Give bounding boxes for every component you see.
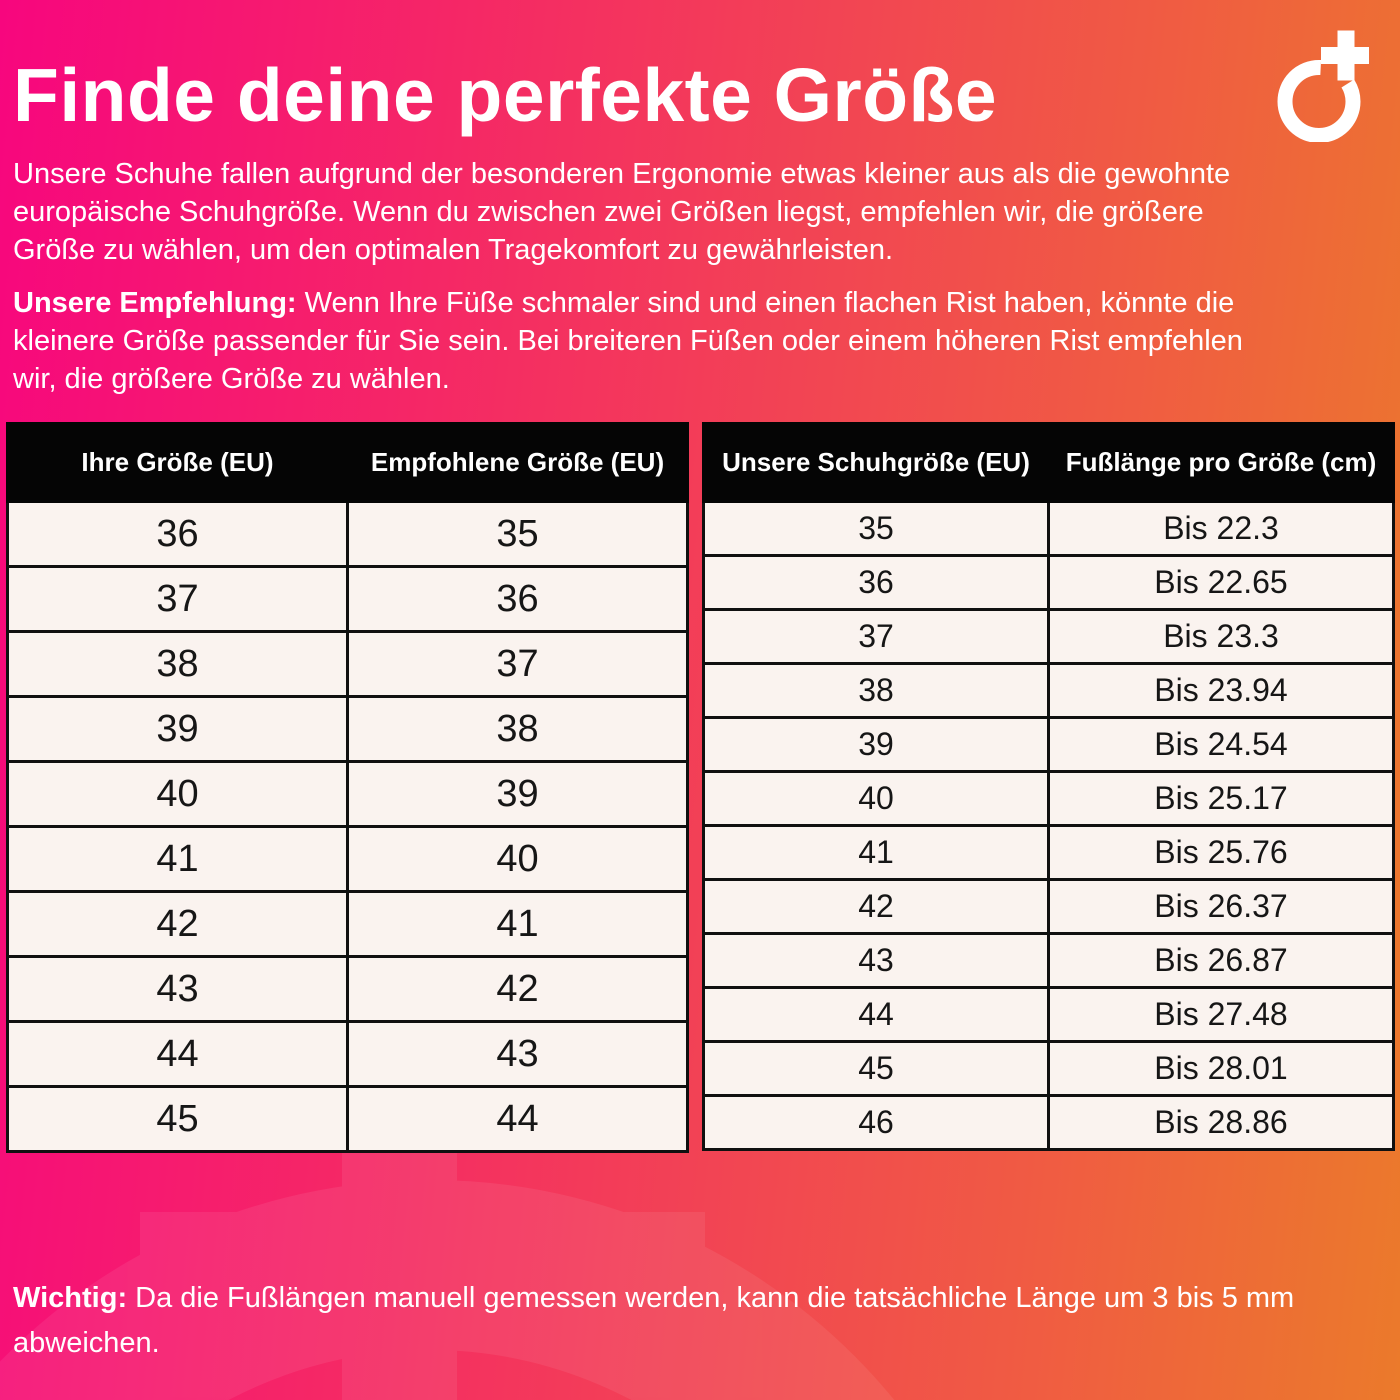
table-cell: 40 [704,772,1049,826]
table-cell: 38 [704,664,1049,718]
table-cell: 41 [348,892,688,957]
table-cell: 36 [8,502,348,567]
table-row [8,567,688,632]
table-cell: 41 [8,827,348,892]
table-cell: Bis 26.87 [1049,934,1394,988]
recommendation-text: Wenn Ihre Füße schmaler sind und einen flachen Rist haben, könnte die [296,287,1235,319]
footer-label: Wichtig: [13,1282,128,1314]
table-cell: 37 [348,632,688,697]
table-cell: 39 [8,697,348,762]
circle-plus-logo-icon [1277,25,1369,142]
column-header: Ihre Größe (EU) [8,424,348,502]
table-cell: 35 [348,502,688,567]
table-row [8,697,688,762]
table-row [704,502,1394,556]
table-cell: 44 [348,1087,688,1152]
table-cell: 38 [8,632,348,697]
table-header-row [704,424,1394,502]
table-cell: 41 [704,826,1049,880]
table-cell: 46 [704,1096,1049,1150]
table-row [704,826,1394,880]
table-cell: Bis 28.01 [1049,1042,1394,1096]
table-cell: 43 [348,1022,688,1087]
recommendation-label: Unsere Empfehlung: [13,287,297,319]
table-cell: Bis 25.76 [1049,826,1394,880]
size-conversion-table [6,422,689,1153]
table-cell: 36 [704,556,1049,610]
footer-line [13,1276,1294,1321]
table-cell: 36 [348,567,688,632]
table-cell: Bis 22.3 [1049,502,1394,556]
table-cell: 42 [704,880,1049,934]
table-cell: 40 [348,827,688,892]
table-row [704,772,1394,826]
table-cell: 40 [8,762,348,827]
recommendation-paragraph [13,284,1243,398]
table-row [8,632,688,697]
table-cell: Bis 27.48 [1049,988,1394,1042]
column-header: Empfohlene Größe (EU) [348,424,688,502]
table-cell: Bis 23.3 [1049,610,1394,664]
table-cell: 39 [348,762,688,827]
table-row [704,556,1394,610]
footer-text: Da die Fußlängen manuell gemessen werden, kann die tatsächliche Länge um 3 bis 5 mm [127,1282,1295,1314]
table-cell: Bis 24.54 [1049,718,1394,772]
intro-line: Größe zu wählen, um den optimalen Tragekomfort zu gewährleisten. [13,234,894,266]
recommendation-line: kleinere Größe passender für Sie sein. Bei breiteren Füßen oder einem höheren Rist empfehlen [13,325,1243,357]
foot-length-table [702,422,1395,1151]
table-row [704,1042,1394,1096]
table-cell: 43 [704,934,1049,988]
table-cell: Bis 28.86 [1049,1096,1394,1150]
footer-note [13,1276,1294,1366]
table-cell: Bis 23.94 [1049,664,1394,718]
footer-line: abweichen. [13,1327,160,1359]
recommendation-line: wir, die größere Größe zu wählen. [13,363,450,395]
table-cell: 37 [8,567,348,632]
column-header: Fußlänge pro Größe (cm) [1049,424,1394,502]
recommendation-line [13,284,1243,322]
table-cell: 42 [8,892,348,957]
table-header-row [8,424,688,502]
table-cell: Bis 26.37 [1049,880,1394,934]
table-row [704,610,1394,664]
table-cell: 43 [8,957,348,1022]
table-row [8,892,688,957]
table-row [704,718,1394,772]
table-cell: 45 [704,1042,1049,1096]
table-cell: 35 [704,502,1049,556]
table-row [8,827,688,892]
table-cell: 45 [8,1087,348,1152]
table-cell: 38 [348,697,688,762]
table-cell: 44 [704,988,1049,1042]
table-cell: 37 [704,610,1049,664]
intro-line: europäische Schuhgröße. Wenn du zwischen zwei Größen liegst, empfehlen wir, die größere [13,196,1204,228]
table-row [704,1096,1394,1150]
page-title: Finde deine perfekte Größe [13,53,998,137]
column-header: Unsere Schuhgröße (EU) [704,424,1049,502]
table-cell: Bis 22.65 [1049,556,1394,610]
table-cell: Bis 25.17 [1049,772,1394,826]
table-row [704,934,1394,988]
table-row [8,762,688,827]
table-row [8,1022,688,1087]
table-row [8,502,688,567]
table-row [704,664,1394,718]
table-row [704,988,1394,1042]
table-row [8,1087,688,1152]
intro-paragraph [13,155,1230,269]
table-row [704,880,1394,934]
table-cell: 42 [348,957,688,1022]
table-row [8,957,688,1022]
intro-line: Unsere Schuhe fallen aufgrund der besonderen Ergonomie etwas kleiner aus als die gewohnte [13,158,1231,190]
table-cell: 39 [704,718,1049,772]
table-cell: 44 [8,1022,348,1087]
